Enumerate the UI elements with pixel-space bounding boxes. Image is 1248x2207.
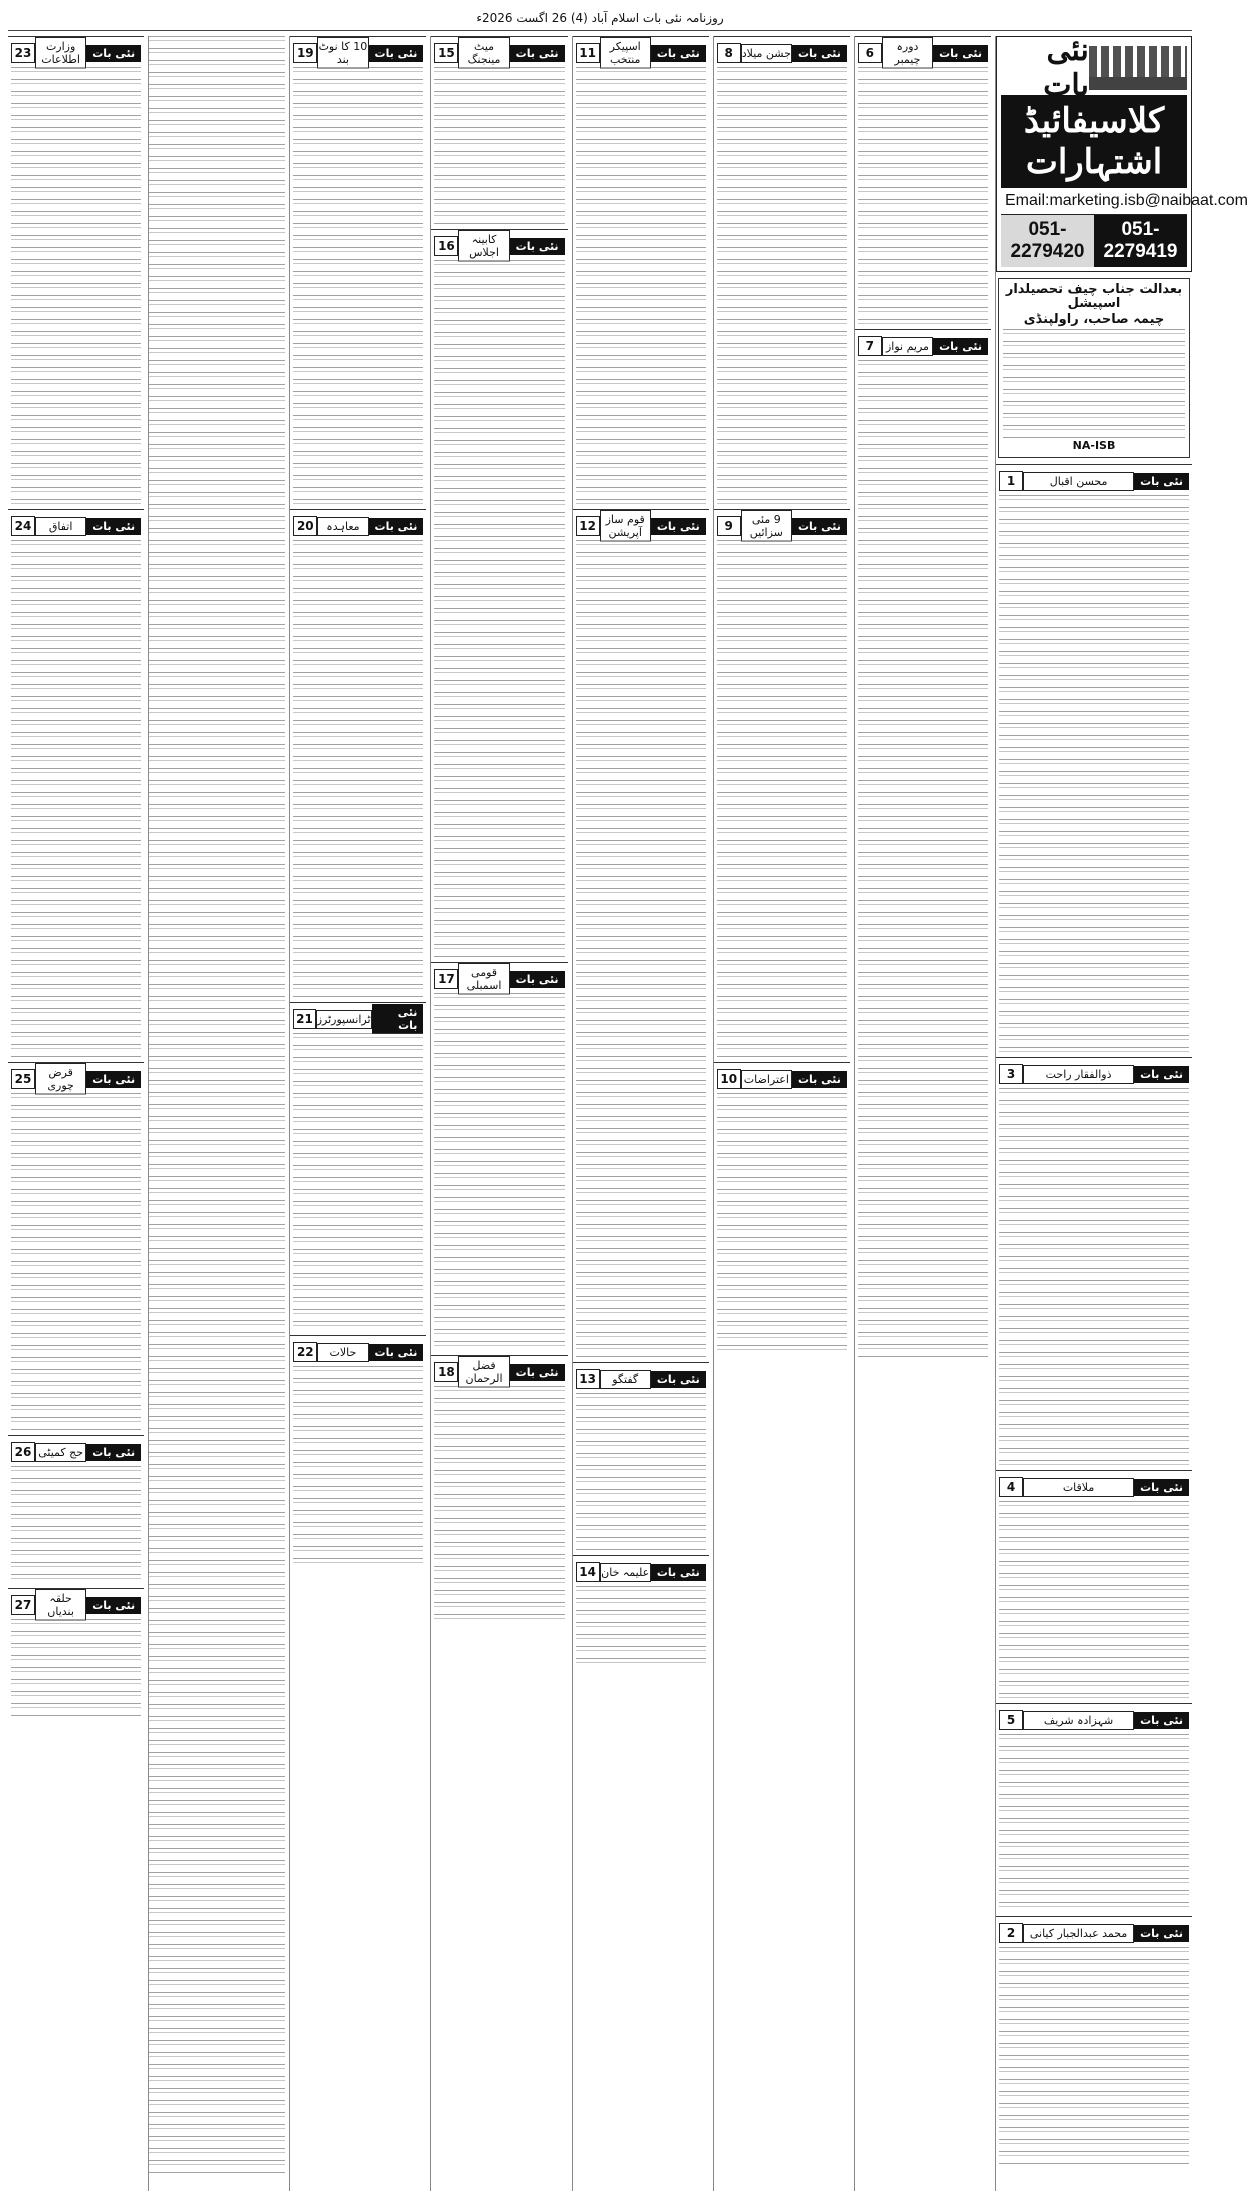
brand-logo: نئی بات <box>1043 33 1089 103</box>
classified-ad <box>431 1355 567 1628</box>
ad-title: قوم ساز آپریشن <box>600 510 651 542</box>
columns <box>8 33 1248 2191</box>
ad-number: 12 <box>576 516 600 536</box>
classified-ad <box>996 1703 1192 1916</box>
ad-body-text <box>999 1501 1189 1701</box>
ad-body-text <box>11 1466 141 1586</box>
ad-number: 22 <box>293 1342 317 1362</box>
classified-ad <box>996 1916 1192 2169</box>
ad-title: فضل الرحمان <box>458 1356 509 1388</box>
classified-ad <box>855 36 991 329</box>
classified-ad <box>855 329 991 1362</box>
notice-code: NA-ISB <box>1072 439 1116 452</box>
ad-title: گفتگو <box>600 1370 651 1389</box>
column-5 <box>430 36 567 2191</box>
ad-body-text <box>576 1393 706 1553</box>
ad-number: 21 <box>293 1009 315 1029</box>
column-masthead <box>995 33 1248 2191</box>
ad-tag: نئی بات <box>369 1344 424 1361</box>
ad-number: 26 <box>11 1442 35 1462</box>
ad-body-text <box>434 67 564 227</box>
classified-ad <box>8 1062 144 1435</box>
skyline-image <box>1089 46 1187 90</box>
classified-ad <box>573 509 709 1362</box>
classified-ad <box>996 1470 1192 1703</box>
classified-ad <box>290 509 426 1002</box>
ad-body-text <box>11 540 141 1060</box>
column-6 <box>289 36 426 2191</box>
ad-title: اتفاق <box>35 517 86 536</box>
ad-body-text <box>576 540 706 1360</box>
classified-ad <box>8 36 144 509</box>
ad-tag: نئی بات <box>651 45 706 62</box>
ad-tag: نئی بات <box>651 1371 706 1388</box>
ad-tag: نئی بات <box>1134 1066 1189 1083</box>
ad-body-text <box>576 1586 706 1666</box>
ad-number: 24 <box>11 516 35 536</box>
ad-body-text <box>717 1093 847 1353</box>
ad-number: 9 <box>717 516 741 536</box>
column-7 <box>148 36 285 2191</box>
classified-ad <box>573 1362 709 1555</box>
classified-ad <box>290 1002 426 1335</box>
classified-ad <box>431 36 567 229</box>
ad-body-text <box>434 993 564 1353</box>
classified-ad <box>8 1435 144 1588</box>
ad-body-text <box>434 260 564 960</box>
column-4 <box>572 36 709 2191</box>
classified-ad <box>714 36 850 509</box>
ad-tag: نئی بات <box>86 1071 141 1088</box>
court-notice <box>998 278 1190 458</box>
ad-body-text <box>293 540 423 1000</box>
ad-title: معاہدہ <box>317 517 368 536</box>
ad-title: محمد عبدالجبار کیانی <box>1023 1924 1134 1943</box>
ad-number: 11 <box>576 43 600 63</box>
continuation-text <box>149 36 285 2176</box>
ad-title: ذوالفقار راحت <box>1023 1065 1134 1084</box>
ad-tag: نئی بات <box>369 518 424 535</box>
ad-tag: نئی بات <box>86 518 141 535</box>
ad-title: حالات <box>317 1343 368 1362</box>
ad-tag: نئی بات <box>86 1444 141 1461</box>
ad-body-text <box>999 495 1189 1055</box>
ad-tag: نئی بات <box>1134 1712 1189 1729</box>
classified-ad <box>714 509 850 1062</box>
column-3 <box>713 36 850 2191</box>
ad-number: 14 <box>576 1562 600 1582</box>
masthead <box>996 33 1248 272</box>
ad-title: میٹ مینجنگ <box>458 37 509 69</box>
ad-body-text <box>576 67 706 507</box>
ad-number: 10 <box>717 1069 741 1089</box>
ad-body-text <box>11 67 141 507</box>
ad-title: قومی اسمبلی <box>458 963 509 995</box>
notice-subheading: چیمہ صاحب، راولپنڈی <box>1023 312 1165 327</box>
ad-tag: نئی بات <box>369 45 424 62</box>
ad-title: علیمہ خان <box>600 1563 651 1582</box>
column-8 <box>8 36 144 2191</box>
ad-title: اسپیکر منتخب <box>600 37 651 69</box>
ad-tag: نئی بات <box>510 1364 565 1381</box>
ad-body-text <box>999 1088 1189 1468</box>
ad-number: 18 <box>434 1362 458 1382</box>
ad-title: جشن میلاد <box>741 44 792 63</box>
classified-ad <box>714 1062 850 1355</box>
classified-ad <box>290 36 426 509</box>
classified-ad <box>573 1555 709 1668</box>
ad-tag: نئی بات <box>792 45 847 62</box>
dateline: روزنامہ نئی بات اسلام آباد (4) 26 اگست 2026ء <box>8 8 1192 31</box>
ad-tag: نئی بات <box>86 45 141 62</box>
ad-tag: نئی بات <box>651 518 706 535</box>
ad-body-text <box>11 1619 141 1719</box>
ad-number: 1 <box>999 471 1023 491</box>
classified-ad <box>8 509 144 1062</box>
ad-tag: نئی بات <box>792 518 847 535</box>
classified-ad <box>431 229 567 962</box>
ad-title: دورہ چیمبر <box>882 37 933 69</box>
ad-number: 19 <box>293 43 317 63</box>
ad-tag: نئی بات <box>933 45 988 62</box>
ad-tag: نئی بات <box>372 1004 424 1034</box>
ad-title: محسن اقبال <box>1023 472 1134 491</box>
contact-email: Email:marketing.isb@naibaat.com <box>1001 188 1187 215</box>
ad-title: ٹرانسپورٹرز <box>316 1010 372 1029</box>
ad-tag: نئی بات <box>933 338 988 355</box>
ad-body-text <box>434 1386 564 1626</box>
ad-tag: نئی بات <box>792 1071 847 1088</box>
section-title: کلاسیفائیڈ اشتہارات <box>1001 95 1187 188</box>
ad-body-text <box>293 67 423 507</box>
ad-number: 3 <box>999 1064 1023 1084</box>
classified-ad <box>996 1057 1192 1470</box>
ad-title: ملاقات <box>1023 1478 1134 1497</box>
ad-tag: نئی بات <box>510 45 565 62</box>
ad-number: 6 <box>858 43 882 63</box>
ad-title: قرض چوری <box>35 1063 86 1095</box>
ad-number: 16 <box>434 236 458 256</box>
ad-title: حج کمیٹی <box>35 1443 86 1462</box>
ad-body-text <box>11 1093 141 1433</box>
ad-number: 2 <box>999 1923 1023 1943</box>
ad-body-text <box>999 1947 1189 2167</box>
ad-tag: نئی بات <box>1134 1479 1189 1496</box>
column-2 <box>854 36 991 2191</box>
phone-number: 051-2279420 <box>1001 215 1094 267</box>
ad-title: 9 مئی سزائیں <box>741 510 792 542</box>
ad-number: 7 <box>858 336 882 356</box>
ad-body-text <box>858 360 988 1360</box>
ad-number: 15 <box>434 43 458 63</box>
ad-body-text <box>717 540 847 1060</box>
ad-number: 27 <box>11 1595 35 1615</box>
newspaper-page <box>8 8 1248 2191</box>
classified-ad <box>431 962 567 1355</box>
ad-title: کابینہ اجلاس <box>458 230 509 262</box>
ad-body-text <box>293 1033 423 1333</box>
classified-ad <box>8 1588 144 1721</box>
ad-title: وزارت اطلاعات <box>35 37 86 69</box>
ad-number: 25 <box>11 1069 35 1089</box>
ad-title: مریم نواز <box>882 337 933 356</box>
ad-tag: نئی بات <box>510 238 565 255</box>
ad-number: 20 <box>293 516 317 536</box>
ad-number: 4 <box>999 1477 1023 1497</box>
ad-number: 23 <box>11 43 35 63</box>
ad-title: اعتراضات <box>741 1070 792 1089</box>
phone-number: 051-2279419 <box>1094 215 1187 267</box>
ad-tag: نئی بات <box>510 971 565 988</box>
ad-tag: نئی بات <box>1134 1925 1189 1942</box>
ad-body-text <box>293 1366 423 1566</box>
notice-heading: بعدالت جناب چیف تحصیلدار اسپیشل <box>1005 282 1183 311</box>
ad-title: 10 کا نوٹ بند <box>317 37 368 69</box>
classified-ad <box>996 464 1192 1057</box>
classified-ad <box>573 36 709 509</box>
ad-title: شہزادہ شریف <box>1023 1711 1134 1730</box>
ad-title: حلقہ بندیاں <box>35 1589 86 1621</box>
ad-tag: نئی بات <box>1134 473 1189 490</box>
ad-tag: نئی بات <box>651 1564 706 1581</box>
classified-ad <box>290 1335 426 1568</box>
ad-body-text <box>999 1734 1189 1914</box>
ad-number: 17 <box>434 969 458 989</box>
ad-tag: نئی بات <box>86 1597 141 1614</box>
ad-body-text <box>858 67 988 327</box>
ad-number: 8 <box>717 43 741 63</box>
ad-number: 5 <box>999 1710 1023 1730</box>
ad-body-text <box>717 67 847 507</box>
ad-number: 13 <box>576 1369 600 1389</box>
